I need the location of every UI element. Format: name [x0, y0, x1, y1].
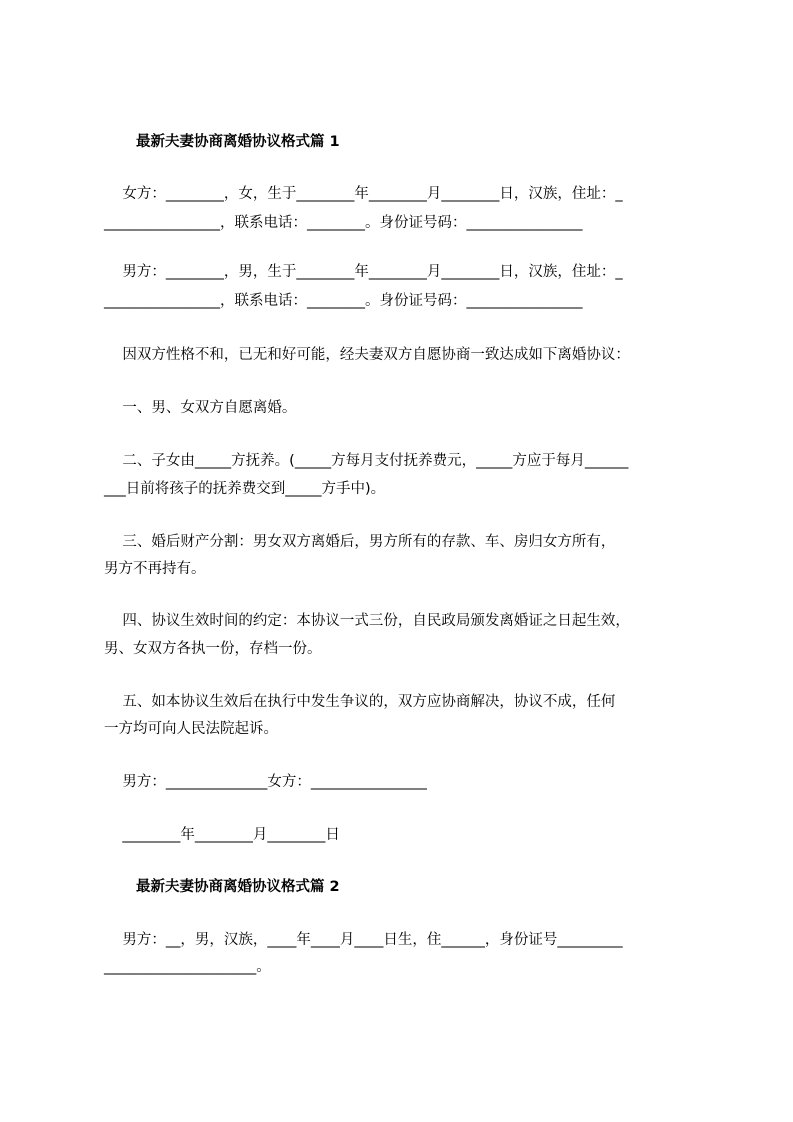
date-line: ________年________月________日: [104, 827, 340, 843]
clause-5-line1: 五、如本协议生效后在执行中发生争议的，双方应协商解决，协议不成，任何: [104, 694, 616, 710]
clause-5-line2: 一方均可向人民法院起诉。: [104, 721, 278, 737]
female-info-line1: 女方：________，女，生于________年________月________日，汉族，住址：_: [104, 186, 623, 202]
clause-3-line2: 男方不再持有。: [104, 561, 206, 577]
male-info-line1: 男方：________，男，生于________年________月________日，汉族，住址：_: [104, 264, 623, 280]
clause-4-line1: 四、协议生效时间的约定：本协议一式三份，自民政局颁发离婚证之日起生效，: [104, 613, 630, 629]
clause-4-line2: 男、女双方各执一份，存档一份。: [104, 641, 322, 657]
section2-male-info-line2: _____________________。: [104, 959, 271, 975]
clause-2-line1: 二、子女由_____方抚养。(_____方每月支付抚养费元，_____方应于每月______: [104, 453, 629, 469]
signature-line: 男方：______________女方：________________: [104, 774, 427, 790]
section2-male-info-line1: 男方：__，男，汉族，____年____月____日生，住______，身份证号_________: [104, 932, 623, 948]
section2-title: 最新夫妻协商离婚协议格式篇 2: [136, 879, 340, 895]
clause-2-line2: ___日前将孩子的抚养费交到_____方手中)。: [104, 481, 386, 497]
clause-3-line1: 三、婚后财产分割：男女双方离婚后，男方所有的存款、车、房归女方所有，: [104, 534, 616, 550]
section1-title: 最新夫妻协商离婚协议格式篇 1: [136, 134, 340, 150]
male-info-line2: ________________，联系电话：________。身份证号码：________________: [104, 293, 583, 309]
clause-1: 一、男、女双方自愿离婚。: [104, 400, 297, 416]
intro-paragraph: 因双方性格不和，已无和好可能，经夫妻双方自愿协商一致达成如下离婚协议：: [104, 347, 630, 363]
female-info-line2: ________________，联系电话：________。身份证号码：________________: [104, 215, 583, 231]
